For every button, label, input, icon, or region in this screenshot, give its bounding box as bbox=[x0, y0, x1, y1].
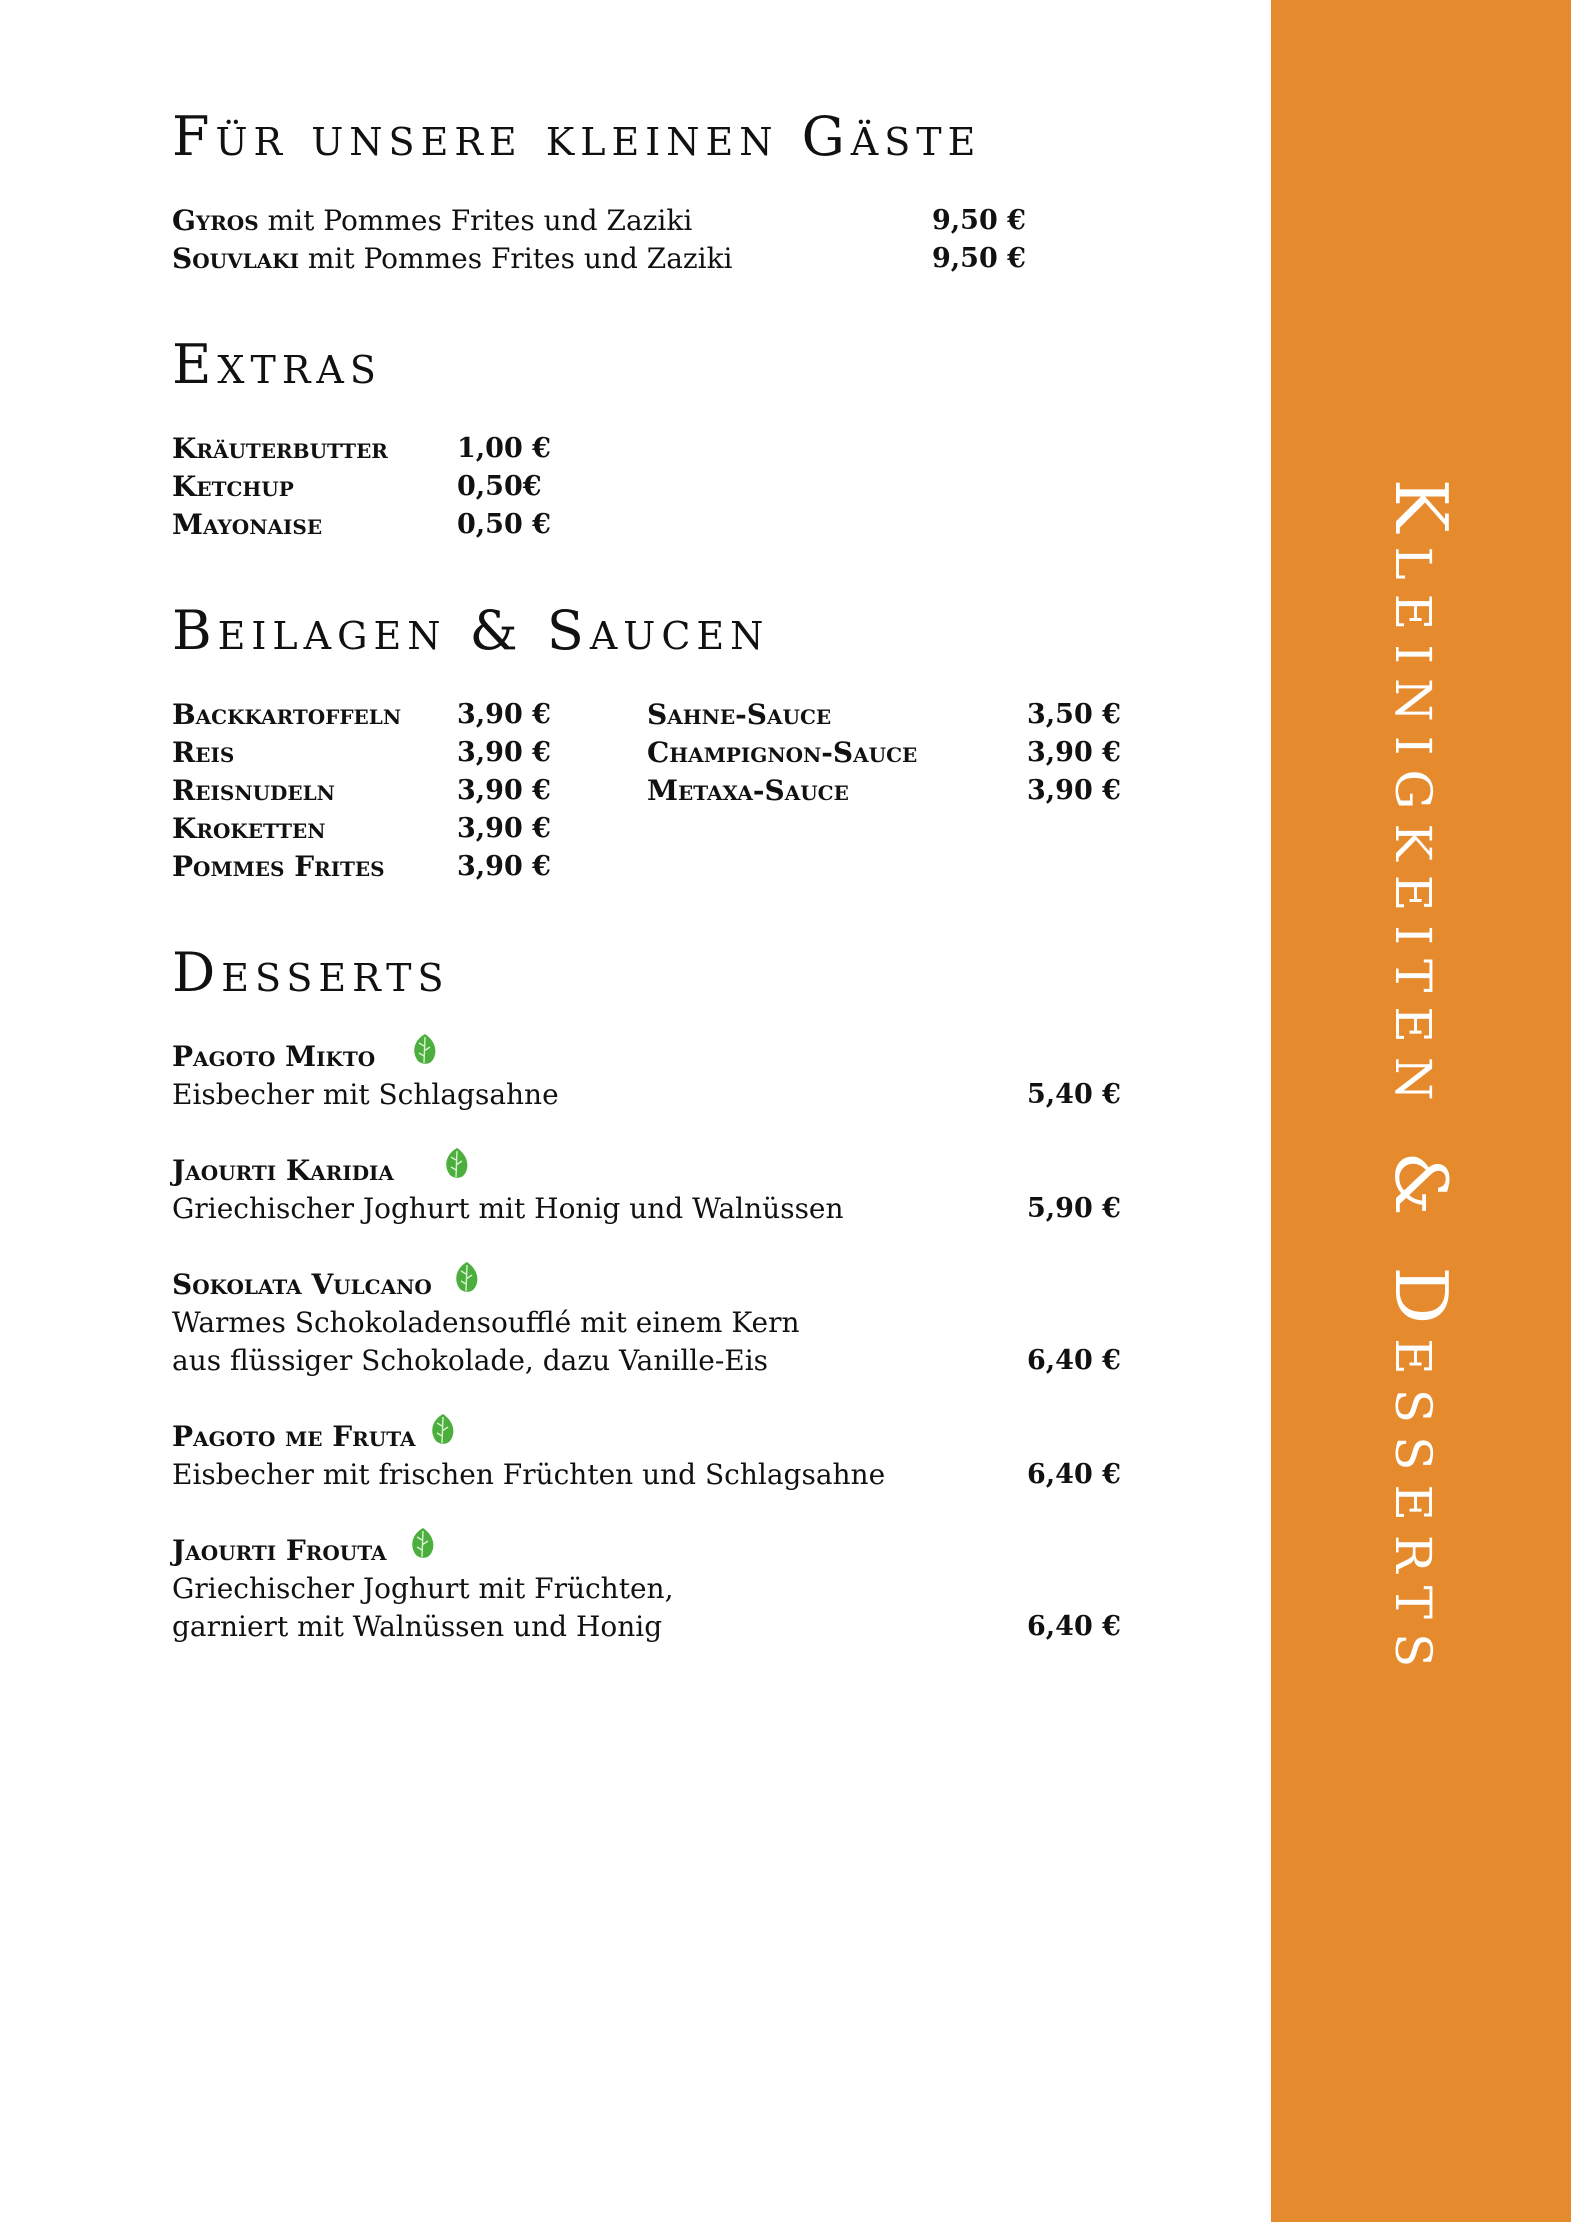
extra-price: 1,00 € bbox=[457, 433, 551, 464]
menu-item bbox=[172, 202, 692, 240]
sauce-name: Sahne-Sauce bbox=[647, 698, 832, 731]
side-price: 3,90 € bbox=[457, 813, 551, 844]
sidebar-band bbox=[1271, 0, 1571, 2222]
dessert-name: Pagoto me Fruta bbox=[172, 1420, 416, 1453]
section-heading-kids: Für unsere kleinen Gäste bbox=[172, 105, 982, 168]
dessert-description: Griechischer Joghurt mit Honig und Walnüssen bbox=[172, 1192, 844, 1225]
sauce-price: 3,90 € bbox=[1027, 737, 1121, 768]
sidebar-title: Kleinigkeiten & Desserts bbox=[1379, 478, 1463, 1682]
side-name: Backkartoffeln bbox=[172, 698, 402, 731]
item-description: mit Pommes Frites und Zaziki bbox=[258, 204, 693, 237]
dessert-price: 5,40 € bbox=[1027, 1079, 1121, 1110]
side-price: 3,90 € bbox=[457, 699, 551, 730]
leaf-icon bbox=[428, 1412, 458, 1446]
side-price: 3,90 € bbox=[457, 775, 551, 806]
item-name: Souvlaki bbox=[172, 242, 299, 275]
dessert-name: Sokolata Vulcano bbox=[172, 1268, 432, 1301]
side-name: Pommes Frites bbox=[172, 850, 385, 883]
extra-price: 0,50 € bbox=[457, 509, 551, 540]
dessert-description: Eisbecher mit frischen Früchten und Schlagsahne bbox=[172, 1458, 886, 1491]
leaf-icon bbox=[442, 1146, 472, 1180]
dessert-name: Jaourti Frouta bbox=[172, 1534, 387, 1567]
dessert-description: Warmes Schokoladensoufflé mit einem Kern bbox=[172, 1306, 800, 1339]
dessert-description: Eisbecher mit Schlagsahne bbox=[172, 1078, 559, 1111]
side-price: 3,90 € bbox=[457, 737, 551, 768]
dessert-price: 6,40 € bbox=[1027, 1611, 1121, 1642]
dessert-price: 6,40 € bbox=[1027, 1459, 1121, 1490]
item-name: Gyros bbox=[172, 204, 259, 237]
leaf-icon bbox=[452, 1260, 482, 1294]
sauce-price: 3,50 € bbox=[1027, 699, 1121, 730]
side-name: Reisnudeln bbox=[172, 774, 335, 807]
extra-name: Mayonaise bbox=[172, 508, 323, 541]
side-name: Kroketten bbox=[172, 812, 326, 845]
side-name: Reis bbox=[172, 736, 235, 769]
extra-price: 0,50€ bbox=[457, 471, 542, 502]
side-price: 3,90 € bbox=[457, 851, 551, 882]
dessert-name: Jaourti Karidia bbox=[172, 1154, 394, 1187]
item-price: 9,50 € bbox=[932, 243, 1026, 274]
section-heading-desserts: Desserts bbox=[172, 941, 450, 1004]
sauce-name: Champignon-Sauce bbox=[647, 736, 918, 769]
sauce-price: 3,90 € bbox=[1027, 775, 1121, 806]
dessert-price: 5,90 € bbox=[1027, 1193, 1121, 1224]
section-heading-sides: Beilagen & Saucen bbox=[172, 599, 770, 662]
item-description: mit Pommes Frites und Zaziki bbox=[298, 242, 733, 275]
item-price: 9,50 € bbox=[932, 205, 1026, 236]
leaf-icon bbox=[408, 1526, 438, 1560]
dessert-description: garniert mit Walnüssen und Honig bbox=[172, 1610, 663, 1643]
dessert-price: 6,40 € bbox=[1027, 1345, 1121, 1376]
section-heading-extras: Extras bbox=[172, 333, 382, 396]
extra-name: Kräuterbutter bbox=[172, 432, 388, 465]
menu-content bbox=[172, 0, 1232, 2222]
dessert-name: Pagoto Mikto bbox=[172, 1040, 376, 1073]
dessert-description: Griechischer Joghurt mit Früchten, bbox=[172, 1572, 674, 1605]
leaf-icon bbox=[410, 1032, 440, 1066]
menu-item bbox=[172, 240, 733, 278]
sauce-name: Metaxa-Sauce bbox=[647, 774, 849, 807]
dessert-description: aus flüssiger Schokolade, dazu Vanille-Eis bbox=[172, 1344, 769, 1377]
extra-name: Ketchup bbox=[172, 470, 294, 503]
